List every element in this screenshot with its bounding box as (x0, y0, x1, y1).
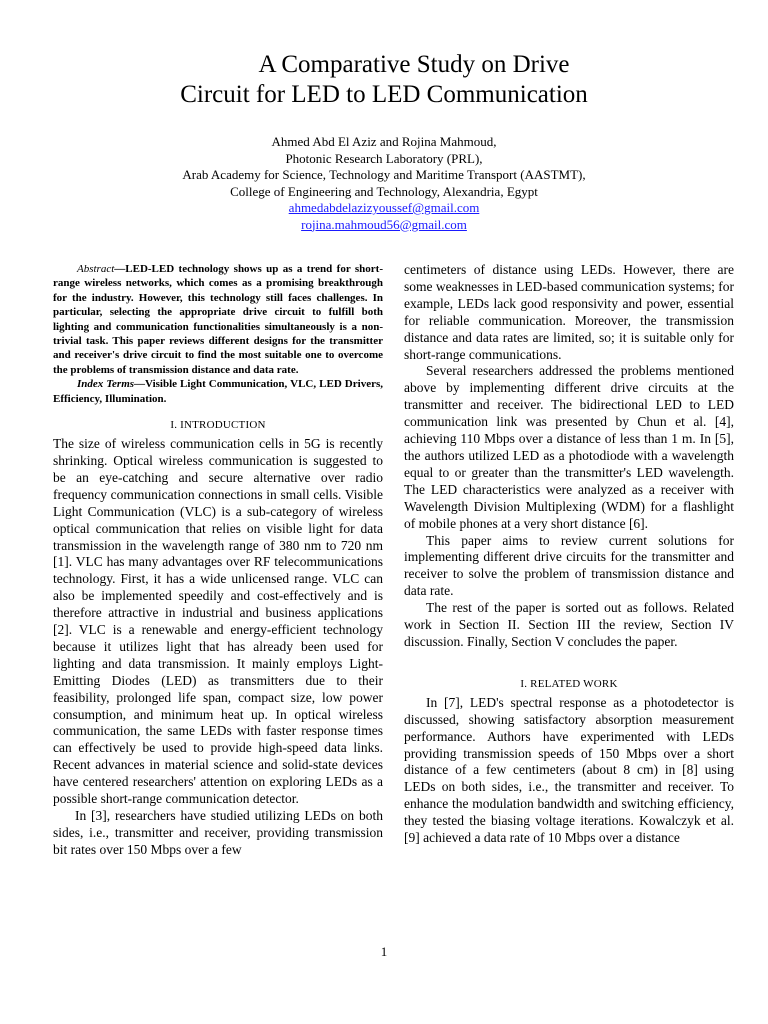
index-terms (53, 377, 383, 406)
email-link-1[interactable]: ahmedabdelazizyoussef@gmail.com (288, 200, 480, 215)
affiliation-lab: Photonic Research Laboratory (PRL), (285, 150, 483, 166)
intro-paragraph-4: Several researchers addressed the problems mentioned above by implementing different drive circuits at the transmitter and receiver. The bidirectional LED to LED communication link was presented by Chun et al. [4], achieving 110 Mbps over a distance of less than 1 m. In [5], the authors utilized LED as a photodiode with a wavelength equal to or greater than the transmitter's LED wavelength. The LED characteristics were analyzed as a receiver with Wavelength Division Multiplexing (WDM) for a flashlight of mobile phones at a very short distance [6]. (404, 363, 734, 531)
index-terms-text: —Visible Light Communication, VLC, LED Drivers, Efficiency, Illumination. (53, 378, 383, 405)
section-heading-introduction: I. INTRODUCTION (170, 419, 266, 432)
intro-paragraph-6: The rest of the paper is sorted out as follows. Related work in Section II. Section III the review, Section IV discussion. Finally, Section V concludes the paper. (404, 600, 734, 649)
paper-title (0, 50, 768, 110)
author-names: Ahmed Abd El Aziz and Rojina Mahmoud, (271, 134, 497, 149)
intro-paragraph-2: In [3], researchers have studied utilizing LEDs on both sides, i.e., transmitter and receiver, providing transmission bit rates over 150 Mbps over a few (53, 808, 383, 857)
left-column (53, 262, 383, 859)
affiliation-academy: Arab Academy for Science, Technology and Maritime Transport (AASTMT), (182, 167, 586, 182)
abstract-text: —LED-LED technology shows up as a trend for short-range wireless networks, which comes as a promising breakthrough for the industry. However, this technology still faces challenges. In particular, selecting the appropriate drive circuit to fulfill both lighting and communication functionalities simultaneously is a non-trivial task. This paper reviews different designs for the transmitter and receiver's drive circuit to find the most suitable one to overcome the problems of transmission distance and data rate. (53, 263, 383, 376)
page-number: 1 (380, 944, 388, 959)
right-column (404, 262, 734, 847)
intro-paragraph-1: The size of wireless communication cells in 5G is recently shrinking. Optical wireless communication is suggested to be an eye-catching and secure alternative over radio frequency communication connections in small cells. Visible Light Communication (VLC) is a sub-category of wireless optical communication that relies on visible light for data transmission in the wavelength range of 380 nm to 720 nm [1]. VLC has many advantages over RF telecommunications technology. First, it has a wide unlicensed range. VLC can also be implemented speedily and cost-effectively and is therefore attractive in industrial and business applications [2]. VLC is a renewable and energy-efficient technology because it utilizes light that has already been used for lighting and data transmission. It mainly employs Light-Emitting Diodes (LED) as transmitters due to their feasibility, prolonged life span, compact size, low power consumption, and minimum heat up. In optical wireless communication, the same LEDs with faster response times can effectively be used to provide high-speed data links. Recent advances in material science and solid-state devices have centered researchers' attention on exploring LEDs as a possible short-range communication detector. (53, 436, 383, 807)
email-link-2[interactable]: rojina.mahmoud56@gmail.com (301, 216, 467, 232)
title-line-1: A Comparative Study on Drive (258, 51, 570, 78)
related-paragraph-1: In [7], LED's spectral response as a photodetector is discussed, showing satisfactory absorption measurement performance. Authors have experimented with LEDs providing transmission speeds of 150 Mbps over a short distance of a few centimeters (about 8 cm) in [8] using LEDs on both sides, i.e., the transmitter and receiver. To enhance the modulation bandwidth and switching efficiency, they tested the biasing voltage iterations. Kowalczyk et al. [9] achieved a data rate of 10 Mbps over a distance (404, 694, 734, 846)
affiliation-college: College of Engineering and Technology, Alexandria, Egypt (230, 183, 538, 199)
index-terms-label: Index Terms (77, 378, 135, 391)
author-block (0, 134, 768, 233)
title-line-2: Circuit for LED to LED Communication (180, 81, 588, 108)
intro-paragraph-5: This paper aims to review current solutions for implementing different drive circuits for the transmitter and receiver to solve the problem of transmission distance and data rate. (404, 532, 734, 599)
intro-paragraph-3: centimeters of distance using LEDs. However, there are some weaknesses in LED-based communication systems; for example, LEDs lack good responsivity and power, essential for reliable communication. Moreover, the transmission distance and data rates are limited, so; it is suitable only for short-range communications. (404, 262, 734, 362)
section-heading-related-work: I. RELATED WORK (520, 677, 618, 690)
abstract (53, 262, 383, 377)
abstract-label: Abstract (77, 263, 115, 275)
